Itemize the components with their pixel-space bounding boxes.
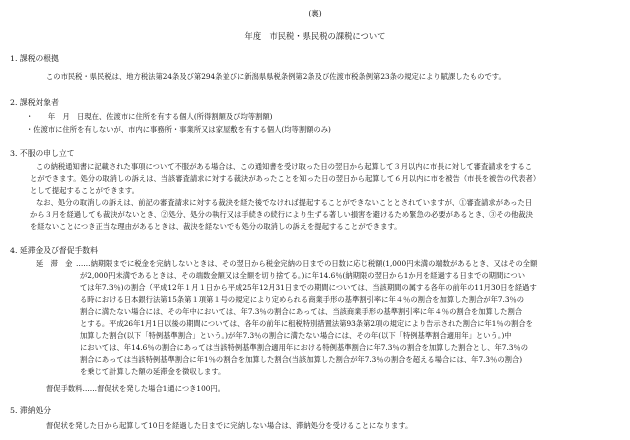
taxpayer-item-resident: ・ 年 月 日現在、佐渡市に住所を有する個人(所得割額及び均等割額) (26, 112, 273, 121)
section-heading-appeal: 3. 不服の申し立て (10, 149, 75, 158)
late-fee-line: を乗じて計算した額の延滞金を徴収します。 (80, 367, 226, 376)
late-fee-line: 割合に満たない場合には、その年中においては、年7.3％の割合にあっては、当該商業手形の基準割引率に年４％の割合を加算した割合 (80, 307, 523, 316)
section-heading-taxpayers: 2. 課税対象者 (10, 98, 59, 107)
appeal-note-line: を経ないことにつき正当な理由があるときは、裁決を経ないでも処分の取消しの訴えを提起することができます。 (30, 222, 402, 231)
section-heading-tax-basis: 1. 課税の根拠 (10, 54, 59, 63)
late-fee-line: とする。平成26年1月1日以後の期間については、各年の前年に租税特別措置法第93条第2項の規定により告示された割合に年1％の割合を (80, 319, 533, 328)
delinquency-text: 督促状を発した日から起算して10日を経過した日までに完納しない場合は、滞納処分を受けることになります。 (46, 421, 413, 430)
document-title: 年度 市民税・県民税の課税について (244, 31, 386, 41)
late-fee-label: 延 滞 金 (36, 259, 73, 268)
taxpayer-item-nonresident: ・佐渡市に住所を有しないが、市内に事務所・事業所又は家屋敷を有する個人(均等割額のみ) (26, 125, 331, 134)
appeal-note-line: なお、処分の取消しの訴えは、前記の審査請求に対する裁決を経た後でなければ提起することができないこととされていますが、①審査請求があった日 (36, 198, 533, 207)
late-fee-line: 延 滞 金 ……納期限までに税金を完納しないときは、その翌日から税金完納の日までの日数に応じ税額(1,000円未満の端数があるとき、又はその全額 (36, 259, 538, 268)
late-fee-line: が2,000円未満であるときは、その端数金額又は全額を切り捨てる。)に年14.6％(納期限の翌日から1か月を経過する日までの期間につい (80, 271, 526, 280)
late-fee-line: 割合にあっては当該特例基準割合に年1％の割合を加算した割合(当該加算した割合が年7.3％の割合を超える場合には、年7.3％の割合) (80, 355, 523, 364)
section-heading-delinquency: 5. 滞納処分 (10, 406, 52, 415)
page-side-mark: (裏) (308, 9, 322, 18)
late-fee-line: においては、年14.6％の割合にあっては当該特例基準割合適用年における特例基準割合に年7.3％の割合を加算した割合とし、年7.3％の (80, 343, 529, 352)
tax-basis-text: この市民税・県民税は、地方税法第24条及び第294条並びに新潟県県税条例第2条及び佐渡市税条例第23条の規定により賦課したものです。 (46, 72, 506, 81)
late-fee-line: ては年7.3％)の割合（平成12年１月１日から平成25年12月31日までの期間については、当該期間の属する各年の前年の11月30日を経過す (80, 283, 537, 292)
reminder-fee-text: 督促手数料……督促状を発した場合1通につき100円。 (46, 384, 225, 393)
section-heading-late-fee: 4. 延滞金及び督促手数料 (10, 246, 98, 255)
appeal-paragraph-line: この納税通知書に記載された事項について不服がある場合は、この通知書を受け取った日の翌日から起算して３月以内に市長に対して審査請求をするこ (36, 162, 533, 171)
appeal-paragraph-line: とができます。処分の取消しの訴えは、当該審査請求に対する裁決があったことを知った日の翌日から起算して６月以内に市を被告（市長を被告の代表者） (30, 174, 541, 183)
late-fee-line: 加算した割合(以下「特例基準割合」という。)が年7.3％の割合に満たない場合には、その年(以下「特例基準割合適用年」という。)中 (80, 331, 512, 340)
late-fee-line: る時における日本銀行法第15条第１項第１号の規定により定められる商業手形の基準割引率に年４％の割合を加算した割合が年7.3％の (80, 295, 525, 304)
appeal-note-line: から３月を経過しても裁決がないとき、②処分、処分の執行又は手続きの続行により生ずる著しい損害を避けるため緊急の必要があるとき、③その他裁決 (30, 210, 533, 219)
appeal-paragraph-line: として提起することができます。 (30, 186, 139, 195)
